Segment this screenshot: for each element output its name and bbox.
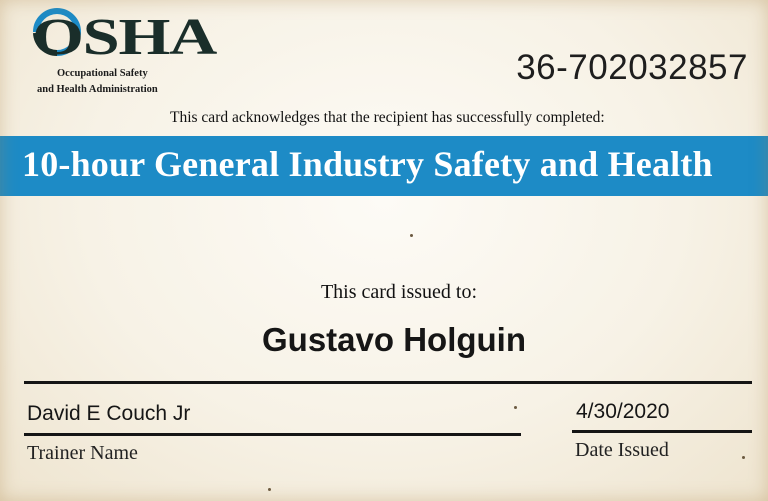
org-name-line-1: Occupational Safety xyxy=(57,68,148,79)
recipient-name: Gustavo Holguin xyxy=(262,321,526,358)
card-number: 36-702032857 xyxy=(516,48,748,87)
course-title: 10-hour General Industry Safety and Health xyxy=(22,144,713,184)
dust-speck xyxy=(514,406,517,409)
osha-logo xyxy=(30,6,220,66)
dust-speck xyxy=(742,456,745,459)
osha-logo-text: OSHA xyxy=(32,9,218,66)
dust-speck xyxy=(410,234,413,237)
divider-line xyxy=(24,381,752,384)
date-issued-label: Date Issued xyxy=(575,439,669,461)
trainer-name-label: Trainer Name xyxy=(27,442,138,464)
trainer-signature-line xyxy=(24,433,521,436)
org-name-line-2: and Health Administration xyxy=(37,84,158,95)
issued-to-label: This card issued to: xyxy=(320,281,478,303)
date-issued-value: 4/30/2020 xyxy=(576,400,670,423)
acknowledgement-text: This card acknowledges that the recipient has successfully completed: xyxy=(170,109,605,126)
date-line xyxy=(572,430,752,433)
trainer-name: David E Couch Jr xyxy=(27,402,191,425)
dust-speck xyxy=(268,488,271,491)
